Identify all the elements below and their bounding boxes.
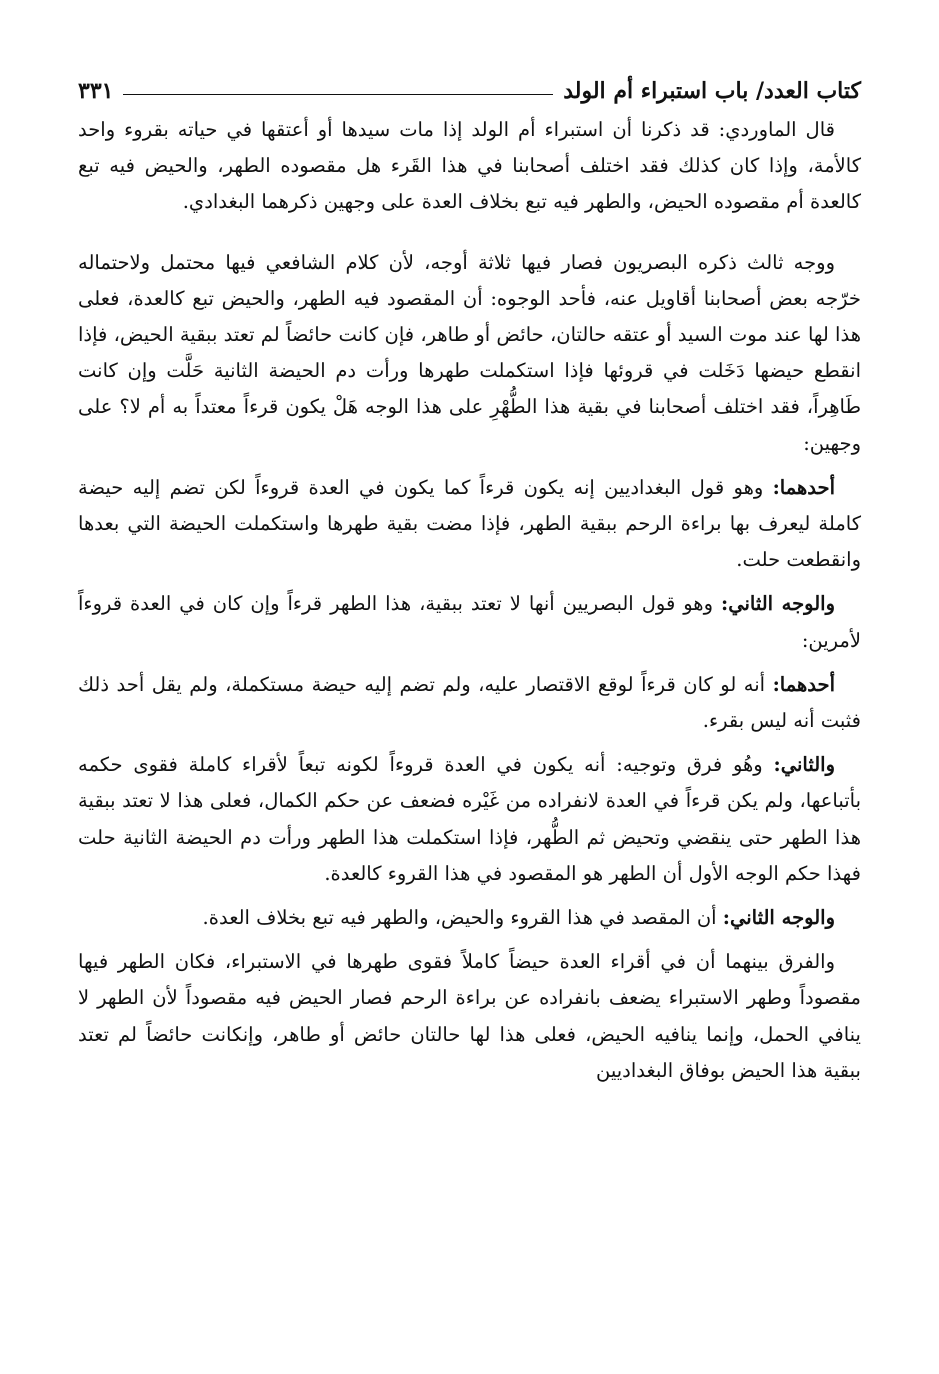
paragraph-text: ووجه ثالث ذكره البصريون فصار فيها ثلاثة أوجه، لأن كلام الشافعي فيها محتمل ولاحتماله خرّجه بعض أصحابنا أقاويل عنه، فأحد الوجوه: أن المقصود فيه الطهر، والحيض تبع كالعدة، فعلى هذا لها عند موت السيد أو عتقه حالتان، حائض أو طاهر، فإن كانت حائضاً لم تعتد ببقية الحيض، فإذا انقطع حيضها دَخَلت في قروئها فإذا استكملت طهرها ورأت دم الحيضة الثانية حَلَّت وإن كانت طَاهِراً، فقد اختلف أصحابنا في بقية هذا الطُّهْرِ على هذا الوجه هَلْ يكون قرءاً معتداً به أم لا؟ على وجهين: xyxy=(78,250,861,455)
paragraph-text: أن المقصد في هذا القروء والحيض، والطهر فيه تبع بخلاف العدة. xyxy=(202,906,717,930)
page-number: ٣٣١ xyxy=(78,78,114,104)
paragraph xyxy=(78,470,861,579)
paragraph-text: وهو قول البصريين أنها لا تعتد ببقية، هذا الطهر قرءاً وإن كان في العدة قروءاً لأمرين: xyxy=(78,592,861,652)
paragraph xyxy=(78,586,861,658)
paragraph-lead: والثاني: xyxy=(773,753,835,777)
paragraph-text: والفرق بينهما أن في أقراء العدة حيضاً كاملاً فقوى طهرها في الاستبراء، فكان الطهر فيها مقصوداً وطهر الاستبراء يضعف بانفراده عن براءة الرحم فصار الحيض فيه مقصوداً لأن الطهر لا ينافي الحمل، وإنما ينافيه الحيض، فعلى هذا لها حالتان حائض أو طاهر، وإنكانت حائضاً لم تعتد ببقية هذا الحيض بوفاق البغداديين xyxy=(78,950,861,1082)
page-header xyxy=(78,70,861,112)
paragraph xyxy=(78,112,861,221)
paragraph xyxy=(78,245,861,462)
header-rule xyxy=(123,94,553,95)
paragraph-text: وهو قول البغداديين إنه يكون قرءاً كما يكون في العدة قروءاً لكن تضم إليه حيضة كاملة ليعرف بها براءة الرحم ببقية الطهر، فإذا مضت بقية طهرها واستكملت الحيضة التي بعدها وانقطعت حلت. xyxy=(78,475,861,572)
paragraph-lead: والوجه الثاني: xyxy=(721,592,835,616)
paragraph-lead: أحدهما: xyxy=(772,672,835,696)
paragraph-lead: أحدهما: xyxy=(772,475,836,499)
paragraph xyxy=(78,667,861,739)
page-body xyxy=(78,112,861,1089)
paragraph-text: قال الماوردي: قد ذكرنا أن استبراء أم الولد إذا مات سيدها أو أعتقها في حياته بقروء واحد كالأمة، وإذا كان كذلك فقد اختلف أصحابنا في هذا القَرء هل مقصوده الطهر، والحيض فيه تبع كالعدة أم مقصوده الحيض، والطهر فيه تبع بخلاف العدة على وجهين ذكرهما البغدادي. xyxy=(78,118,861,214)
paragraph xyxy=(78,944,861,1089)
running-head: كتاب العدد/ باب استبراء أم الولد xyxy=(563,78,861,104)
paragraph xyxy=(78,747,861,892)
paragraph-text: وهُو فرق وتوجيه: أنه يكون في العدة قروءاً لكونه تبعاً لأقراء كاملة فقوى حكمه بأتباعها، ولم يكن قرءاً في العدة لانفراده من غَيْره فضعف عن حكم الكمال، فعلى هذا لا تعتد ببقية هذا الطهر حتى ينقضي وتحيض ثم الطُّهر، فإذا استكملت هذا الطهر ورأت دم الحيضة الثانية حلت فهذا حكم الوجه الأول أن الطهر هو المقصود في هذا القروء كالعدة. xyxy=(78,753,861,885)
paragraph xyxy=(78,900,861,936)
paragraph-text: أنه لو كان قرءاً لوقع الاقتصار عليه، ولم تضم إليه حيضة مستكملة، ولم يقل أحد ذلك فثبت أنه ليس بقرء. xyxy=(78,672,861,733)
paragraph-lead: والوجه الثاني: xyxy=(722,906,835,930)
